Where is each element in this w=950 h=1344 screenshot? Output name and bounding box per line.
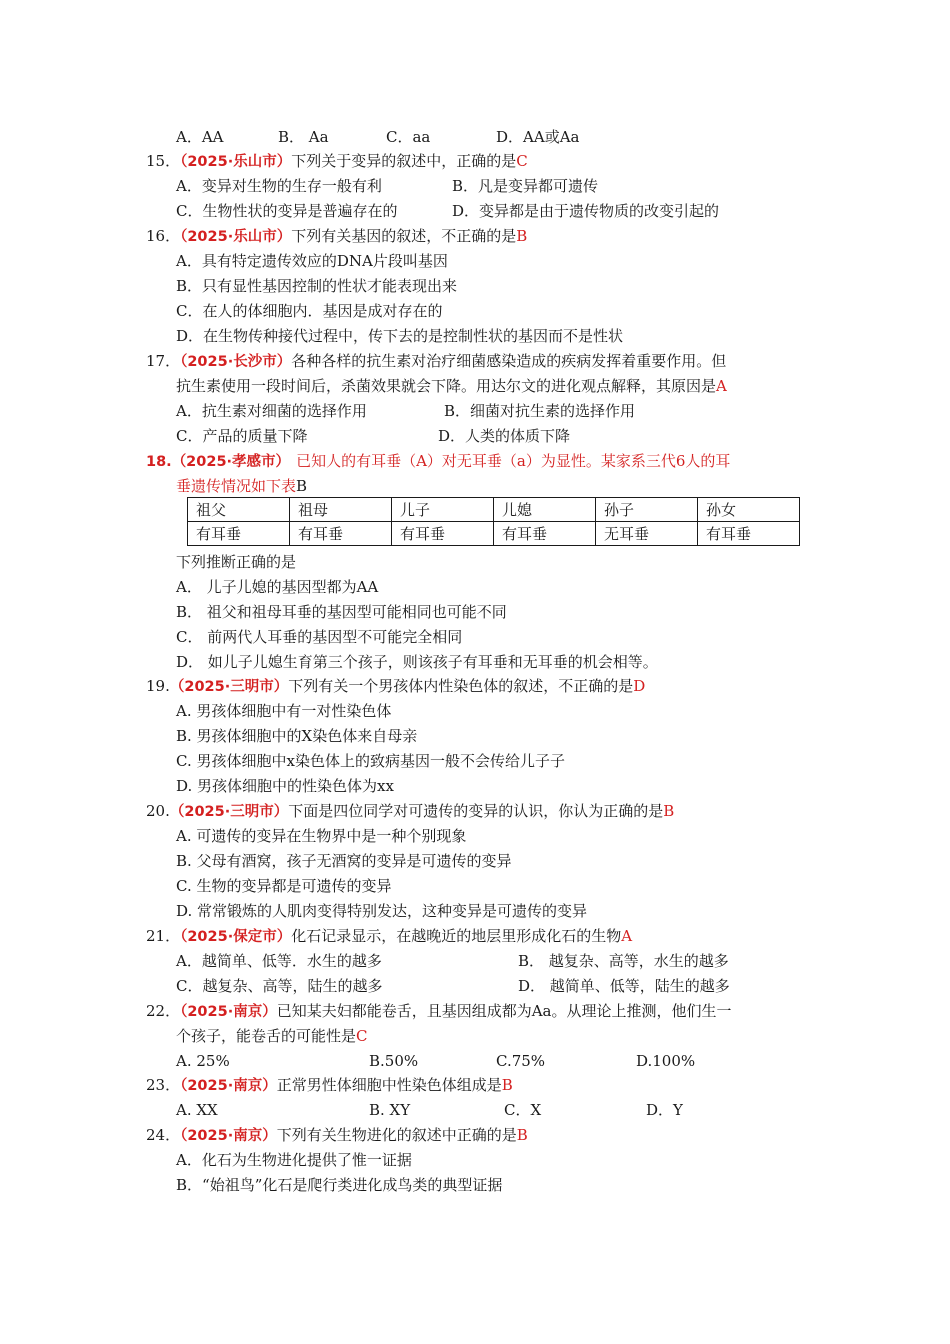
- question-21: [146, 926, 632, 947]
- q21-option-b: B． 越复杂、高等，水生的越多: [518, 952, 729, 970]
- question-stem: 化石记录显示，在越晚近的地层里形成化石的生物: [291, 927, 622, 945]
- question-15: [146, 151, 528, 172]
- question-number: 15．: [146, 152, 181, 170]
- answer-key: D: [633, 677, 646, 695]
- question-23: [146, 1075, 513, 1096]
- question-stem: 下列有关生物进化的叙述中正确的是: [276, 1126, 517, 1144]
- question-stem: 正常男性体细胞中性染色体组成是: [276, 1076, 502, 1094]
- q18-option-a: A． 儿子儿媳的基因型都为AA: [176, 578, 379, 596]
- question-20: [146, 801, 674, 822]
- q23-option-d: D．Y: [646, 1101, 683, 1119]
- q17-option-a: A．抗生素对细菌的选择作用: [176, 402, 367, 420]
- q20-option-d: D. 常常锻炼的人肌肉变得特别发达，这种变异是可遗传的变异: [176, 902, 588, 920]
- question-number: 18.: [146, 454, 172, 470]
- q22-option-d: D.100%: [636, 1052, 696, 1070]
- answer-key: B: [501, 1076, 513, 1094]
- answer-key: B: [516, 227, 528, 245]
- q14-option-c: C．aa: [386, 128, 431, 146]
- question-source: （2025·保定市）: [180, 929, 292, 945]
- table-header-cell: 儿子: [392, 498, 494, 522]
- question-source: （2025·南京）: [180, 1128, 277, 1144]
- q19-option-b: B. 男孩体细胞中的X染色体来自母亲: [176, 727, 418, 745]
- answer-key: A: [716, 377, 727, 395]
- question-17: [146, 351, 726, 372]
- q16-option-c: C．在人的体细胞内．基因是成对存在的: [176, 302, 443, 320]
- q23-option-b: B. XY: [369, 1101, 411, 1119]
- q17-option-d: D．人类的体质下降: [438, 427, 571, 445]
- question-stem: 垂遗传情况如下表: [176, 477, 297, 495]
- q21-option-a: A．越简单、低等．水生的越多: [176, 952, 382, 970]
- q17-option-c: C．产品的质量下降: [176, 427, 308, 445]
- q24-option-a: A．化石为生物进化提供了惟一证据: [176, 1151, 412, 1169]
- q20-option-a: A. 可遗传的变异在生物界中是一种个别现象: [176, 827, 467, 845]
- question-17-continued: [176, 376, 727, 396]
- q18-option-c: C． 前两代人耳垂的基因型不可能完全相同: [176, 628, 463, 646]
- table-header-cell: 祖母: [290, 498, 392, 522]
- q23-option-a: A. XX: [176, 1101, 218, 1119]
- table-header-cell: 儿媳: [494, 498, 596, 522]
- question-source: （2025·三明市）: [169, 679, 289, 695]
- question-number: 22．: [146, 1002, 181, 1020]
- ear-lobe-table: [187, 497, 800, 546]
- question-stem: 已知人的有耳垂（A）对无耳垂（a）为显性。某家系三代6人的耳: [296, 452, 731, 470]
- q22-option-c: C.75%: [496, 1052, 546, 1070]
- table-cell: 有耳垂: [392, 522, 494, 546]
- q16-option-a: A．具有特定遗传效应的DNA片段叫基因: [176, 252, 448, 270]
- question-18: [146, 451, 730, 472]
- table-cell: 无耳垂: [596, 522, 698, 546]
- question-stem: 已知某夫妇都能卷舌，且基因组成都为Aa。从理论上推测，他们生一: [276, 1002, 732, 1020]
- question-source: （2025·三明市）: [169, 804, 289, 820]
- table-cell: 有耳垂: [290, 522, 392, 546]
- q21-option-c: C．越复杂、高等，陆生的越多: [176, 977, 383, 995]
- answer-key: C: [356, 1027, 368, 1045]
- question-stem: 个孩子，能卷舌的可能性是: [176, 1027, 357, 1045]
- question-number: 20.: [146, 802, 170, 820]
- q22-option-b: B.50%: [369, 1052, 419, 1070]
- q16-option-d: D．在生物传种接代过程中，传下去的是控制性状的基因而不是性状: [176, 327, 624, 345]
- question-22: [146, 1001, 732, 1022]
- question-number: 21．: [146, 927, 181, 945]
- question-number: 23．: [146, 1076, 181, 1094]
- question-stem: 抗生素使用一段时间后，杀菌效果就会下降。用达尔文的进化观点解释，其原因是: [176, 377, 717, 395]
- question-stem: 下列关于变异的叙述中，正确的是: [291, 152, 517, 170]
- table-header-cell: 祖父: [188, 498, 290, 522]
- question-stem: 各种各样的抗生素对治疗细菌感染造成的疾病发挥着重要作用。但: [291, 352, 727, 370]
- table-header-cell: 孙女: [698, 498, 800, 522]
- question-stem: 下列有关基因的叙述，不正确的是: [291, 227, 517, 245]
- question-stem: 下列有关一个男孩体内性染色体的叙述，不正确的是: [288, 677, 634, 695]
- q18-prompt: 下列推断正确的是: [176, 553, 297, 571]
- q18-option-d: D． 如儿子儿媳生育第三个孩子，则该孩子有耳垂和无耳垂的机会相等。: [176, 653, 658, 671]
- q14-option-d: D．AA或Aa: [496, 128, 580, 146]
- answer-key: B: [663, 802, 675, 820]
- question-number: 19.: [146, 677, 170, 695]
- question-18-continued: [176, 476, 307, 496]
- question-19: [146, 676, 645, 697]
- q19-option-c: C. 男孩体细胞中x染色体上的致病基因一般不会传给儿子子: [176, 752, 565, 770]
- q20-option-b: B. 父母有酒窝，孩子无酒窝的变异是可遗传的变异: [176, 852, 512, 870]
- q17-option-b: B．细菌对抗生素的选择作用: [444, 402, 636, 420]
- answer-key: B: [296, 477, 308, 495]
- q16-option-b: B．只有显性基因控制的性状才能表现出来: [176, 277, 458, 295]
- table-header-cell: 孙子: [596, 498, 698, 522]
- q22-option-a: A. 25%: [176, 1052, 230, 1070]
- q14-option-a: A．AA: [176, 128, 224, 146]
- q18-option-b: B． 祖父和祖母耳垂的基因型可能相同也可能不同: [176, 603, 507, 621]
- q14-option-b: B． Aa: [278, 128, 329, 146]
- q19-option-d: D. 男孩体细胞中的性染色体为xx: [176, 777, 394, 795]
- question-24: [146, 1125, 528, 1146]
- table-row: [188, 522, 800, 546]
- q15-option-a: A．变异对生物的生存一般有利: [176, 177, 382, 195]
- question-source: （2025·长沙市）: [180, 354, 292, 370]
- question-number: 16．: [146, 227, 181, 245]
- answer-key: C: [516, 152, 528, 170]
- table-cell: 有耳垂: [494, 522, 596, 546]
- q19-option-a: A. 男孩体细胞中有一对性染色体: [176, 702, 392, 720]
- question-source: （2025·南京）: [180, 1004, 277, 1020]
- question-number: 17．: [146, 352, 181, 370]
- question-stem: 下面是四位同学对可遗传的变异的认识，你认为正确的是: [288, 802, 664, 820]
- q15-option-d: D．变异都是由于遗传物质的改变引起的: [452, 202, 720, 220]
- question-22-continued: [176, 1026, 368, 1046]
- q23-option-c: C．X: [504, 1101, 542, 1119]
- table-header-row: [188, 498, 800, 522]
- question-16: [146, 226, 527, 247]
- answer-key: B: [516, 1126, 528, 1144]
- q21-option-d: D． 越简单、低等，陆生的越多: [518, 977, 730, 995]
- question-source: （2025·乐山市）: [180, 154, 292, 170]
- question-number: 24．: [146, 1126, 181, 1144]
- q15-option-c: C．生物性状的变异是普遍存在的: [176, 202, 398, 220]
- q20-option-c: C. 生物的变异都是可遗传的变异: [176, 877, 392, 895]
- q15-option-b: B．凡是变异都可遗传: [452, 177, 599, 195]
- table-cell: 有耳垂: [188, 522, 290, 546]
- question-source: （2025·乐山市）: [180, 229, 292, 245]
- answer-key: A: [621, 927, 633, 945]
- table-cell: 有耳垂: [698, 522, 800, 546]
- question-source: （2025·孝感市）: [171, 454, 291, 470]
- q24-option-b: B．“始祖鸟”化石是爬行类进化成鸟类的典型证据: [176, 1176, 503, 1194]
- question-source: （2025·南京）: [180, 1078, 277, 1094]
